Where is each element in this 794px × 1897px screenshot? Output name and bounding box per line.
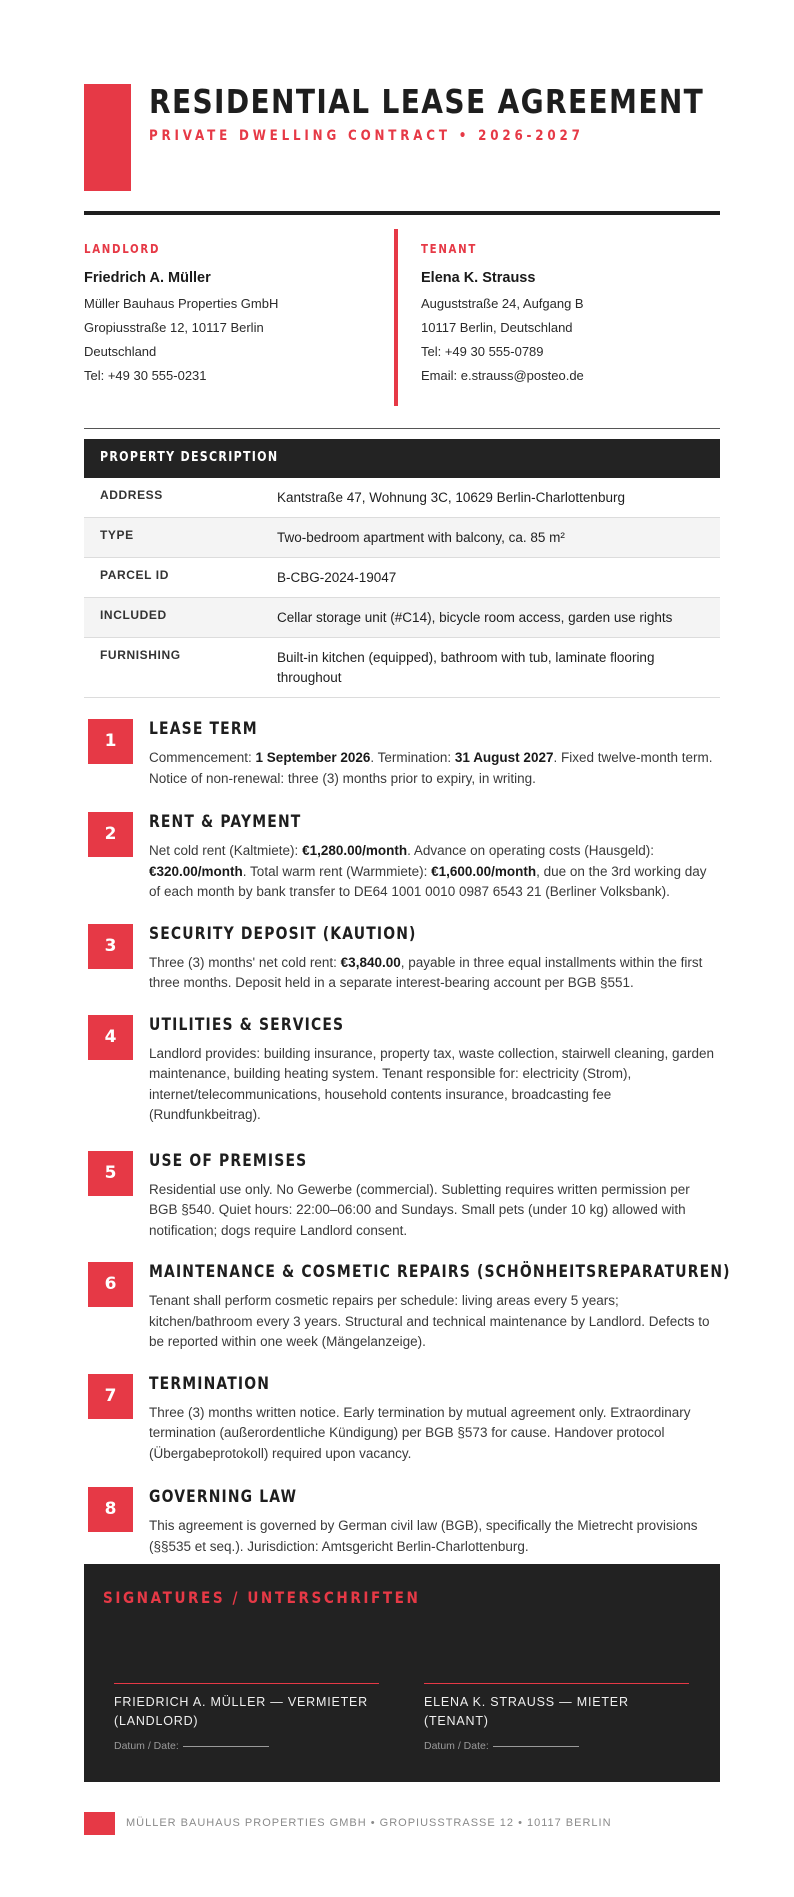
clause-text: Three (3) months' net cold rent: (149, 954, 341, 970)
landlord-phone: Tel: +49 30 555-0231 (84, 368, 207, 383)
clause-body (149, 1516, 720, 1557)
table-row (84, 478, 720, 518)
clause-emphasis: €1,280.00/month (302, 843, 408, 858)
clause-title: MAINTENANCE & COSMETIC REPAIRS (SCHÖNHEITSREPARATUREN) (149, 1262, 731, 1282)
tenant-signature-block (424, 1683, 689, 1752)
clause-4 (84, 1015, 720, 1126)
clause-text: . Fixed twelve-month term. Notice of non-renewal: three (3) months prior to expiry, in writing. (149, 750, 713, 786)
row-key: INCLUDED (100, 608, 167, 622)
clause-title: SECURITY DEPOSIT (KAUTION) (149, 923, 417, 944)
clause-emphasis: €3,840.00 (340, 954, 401, 970)
landlord-street: Gropiusstraße 12, 10117 Berlin (84, 320, 264, 335)
landlord-label: LANDLORD (84, 242, 161, 256)
clause-body (149, 841, 720, 903)
landlord-block (84, 229, 384, 388)
tenant-street: Auguststraße 24, Aufgang B (421, 296, 584, 311)
clause-text: This agreement is governed by German civil law (BGB), specifically the Mietrecht provisions (§§535 et seq.). Jurisdiction: Amtsgericht Berlin-Charlottenburg. (149, 1518, 698, 1554)
tenant-accent-bar (394, 229, 398, 406)
landlord-name: Friedrich A. Müller (84, 270, 211, 286)
parties-divider (84, 428, 720, 429)
tenant-email: Email: e.strauss@posteo.de (421, 368, 584, 383)
clause-number-badge: 1 (88, 719, 133, 764)
clause-body (149, 953, 720, 994)
clause-title: RENT & PAYMENT (149, 812, 302, 832)
footer-text: MÜLLER BAUHAUS PROPERTIES GMBH • GROPIUSSTRASSE 12 • 10117 BERLIN (126, 1817, 612, 1829)
clause-text: . Termination: (370, 750, 455, 765)
clause-title: USE OF PREMISES (149, 1150, 308, 1171)
tenant-signature-caption: ELENA K. STRAUSS — MIETER (TENANT) (424, 1695, 629, 1728)
property-table-header (84, 439, 720, 478)
clause-number-badge: 7 (88, 1374, 133, 1419)
document-subtitle: PRIVATE DWELLING CONTRACT • 2026-2027 (149, 128, 584, 144)
table-row (84, 598, 720, 638)
signatures-heading: SIGNATURES / UNTERSCHRIFTEN (103, 1588, 421, 1607)
tenant-name: Elena K. Strauss (421, 270, 536, 286)
date-label: Datum / Date: (424, 1740, 489, 1752)
clause-number-badge: 8 (88, 1487, 133, 1532)
clauses-list (84, 719, 731, 1557)
property-table (84, 439, 720, 698)
signatures-panel (84, 1564, 720, 1782)
clause-text: Net cold rent (Kaltmiete): (149, 843, 303, 858)
tenant-signature-line[interactable] (424, 1683, 689, 1684)
clause-title: TERMINATION (149, 1373, 271, 1394)
clause-number-badge: 3 (88, 924, 133, 969)
clause-8 (84, 1487, 720, 1557)
clause-6 (84, 1262, 731, 1353)
landlord-signature-block (114, 1683, 379, 1752)
landlord-country: Deutschland (84, 344, 157, 359)
landlord-signature-line[interactable] (114, 1683, 379, 1684)
row-key: PARCEL ID (100, 568, 169, 582)
clause-number-badge: 6 (88, 1262, 133, 1307)
clause-text: , due on the 3rd working day of each month by bank transfer to DE64 1001 0010 0987 6543 21 (Berliner Volksbank). (149, 863, 707, 899)
clause-body (149, 1291, 720, 1353)
date-blank[interactable] (183, 1746, 269, 1747)
clause-5 (84, 1151, 720, 1242)
clause-number-badge: 5 (88, 1151, 133, 1196)
table-row (84, 638, 720, 698)
clause-emphasis: €1,600.00/month (431, 863, 537, 879)
landlord-date-field[interactable] (114, 1740, 379, 1752)
clause-emphasis: 1 September 2026 (255, 750, 371, 765)
document-title: RESIDENTIAL LEASE AGREEMENT (149, 82, 705, 121)
date-label: Datum / Date: (114, 1740, 179, 1752)
row-value: B-CBG-2024-19047 (277, 570, 397, 585)
parties-section (84, 229, 720, 409)
row-value: Two-bedroom apartment with balcony, ca. 85 m² (277, 530, 565, 545)
clause-body (149, 1403, 720, 1465)
clause-title: UTILITIES & SERVICES (149, 1014, 345, 1035)
clause-1 (84, 719, 720, 789)
row-key: ADDRESS (100, 488, 163, 502)
tenant-city: 10117 Berlin, Deutschland (421, 320, 573, 335)
clause-title: GOVERNING LAW (149, 1487, 298, 1507)
clause-number-badge: 2 (88, 812, 133, 857)
date-blank[interactable] (493, 1746, 579, 1747)
tenant-block (421, 229, 721, 388)
row-value: Kantstraße 47, Wohnung 3C, 10629 Berlin-Charlottenburg (277, 490, 625, 505)
footer-accent-block (84, 1812, 115, 1835)
tenant-phone: Tel: +49 30 555-0789 (421, 344, 544, 359)
clause-number-badge: 4 (88, 1015, 133, 1060)
clause-body (149, 1180, 720, 1242)
clause-text: Three (3) months written notice. Early termination by mutual agreement only. Extraordinary termination (außerordentliche Kündigung) per BGB §573 for cause. Handover protocol (Übergabeprotokoll) required upon vacancy. (149, 1404, 691, 1461)
clause-body (149, 1044, 720, 1126)
property-heading: PROPERTY DESCRIPTION (100, 450, 279, 465)
clause-text: Commencement: (149, 750, 256, 765)
clause-title: LEASE TERM (149, 719, 258, 739)
header-divider (84, 211, 720, 215)
clause-emphasis: 31 August 2027 (454, 750, 554, 765)
landlord-signature-caption: FRIEDRICH A. MÜLLER — VERMIETER (LANDLORD) (114, 1695, 368, 1728)
table-row (84, 558, 720, 598)
clause-7 (84, 1374, 720, 1465)
document-footer (84, 1812, 720, 1836)
clause-body (149, 748, 720, 789)
tenant-date-field[interactable] (424, 1740, 689, 1752)
clause-text: . Advance on operating costs (Hausgeld): (407, 843, 655, 858)
row-value: Built-in kitchen (equipped), bathroom with tub, laminate flooring throughout (277, 650, 655, 685)
clause-emphasis: €320.00/month (149, 863, 243, 879)
landlord-company: Müller Bauhaus Properties GmbH (84, 296, 279, 311)
clause-3 (84, 924, 720, 994)
row-value: Cellar storage unit (#C14), bicycle room access, garden use rights (277, 610, 673, 625)
lease-document (84, 82, 731, 1829)
tenant-label: TENANT (421, 242, 478, 256)
clause-text: . Total warm rent (Warmmiete): (242, 863, 432, 879)
row-key: TYPE (100, 528, 134, 542)
clause-text: Tenant shall perform cosmetic repairs per schedule: living areas every 5 years; kitchen/bathroom every 3 years. Structural and technical maintenance by Landlord. Defects to be reported within one week (Mängelanzeige). (149, 1293, 710, 1349)
clause-text: , payable in three equal installments within the first three months. Deposit held in a separate interest-bearing account per BGB §551. (149, 954, 703, 990)
header-accent-block (84, 84, 131, 191)
table-row (84, 518, 720, 558)
row-key: FURNISHING (100, 648, 181, 662)
clause-text: Residential use only. No Gewerbe (commercial). Subletting requires written permission per BGB §540. Quiet hours: 22:00–06:00 and Sundays. Small pets (under 10 kg) allowed with notification; dogs require Landlord consent. (149, 1181, 690, 1238)
clause-2 (84, 812, 720, 903)
document-header (84, 84, 720, 192)
clause-text: Landlord provides: building insurance, property tax, waste collection, stairwell cleaning, garden maintenance, building heating system. Tenant responsible for: electricity (Strom), internet/telecommunications, household contents insurance, broadcasting fee (Rundfunkbeitrag). (149, 1045, 715, 1122)
